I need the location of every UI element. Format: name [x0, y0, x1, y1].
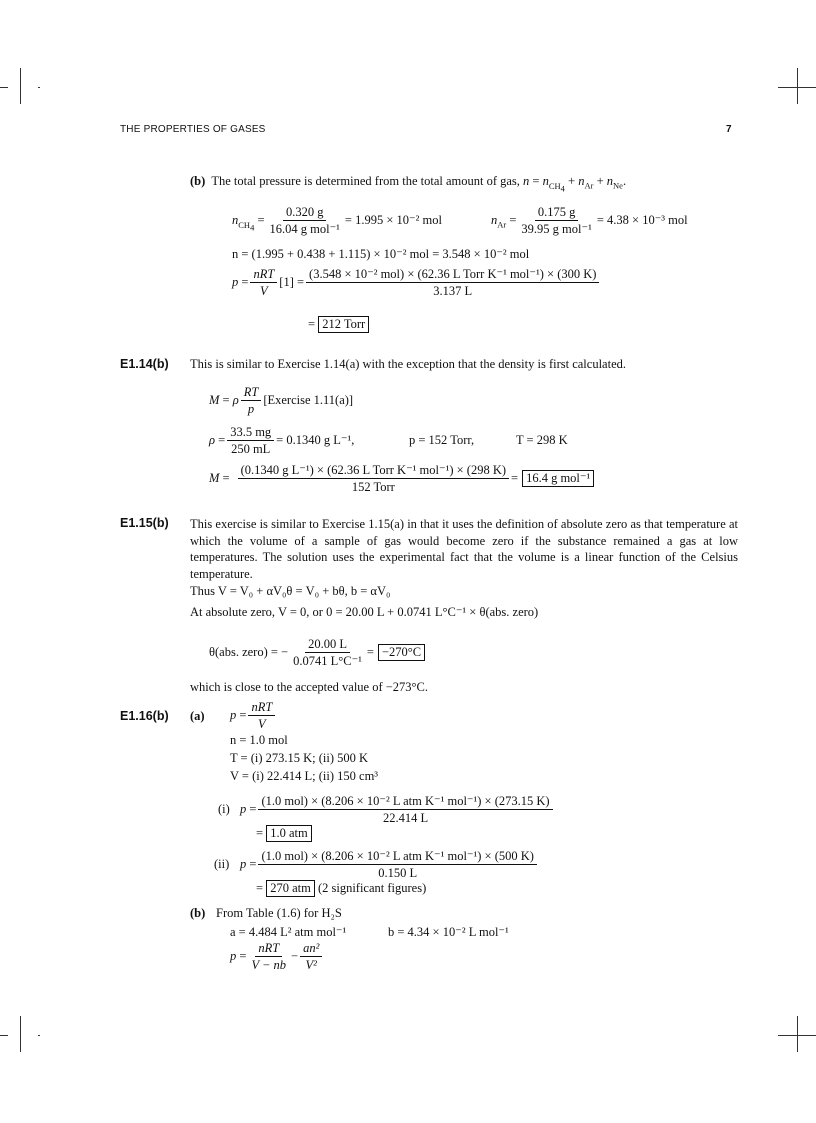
equation-theta: θ(abs. zero) = − $\frac{20.00 L}{\text{0.0741 L°C⁻¹}}$ = −270°C — [209, 637, 425, 668]
equation-n-ch4: $n_{CH_4}$ = $\frac{0.320 g}{\text{16.04 g mol⁻¹}}$ = 1.995 × 10⁻² mol — [232, 205, 442, 236]
equation-absolute-zero: At absolute zero, V = 0, or 0 = 20.00 L + 0.0741 L°C⁻¹ × θ(abs. zero) — [190, 605, 539, 619]
equation-pressure: p = $\frac{\text{nRT}}{V}$ [1] = $\frac{\text{(3.548 × 10⁻² mol) × (62.36 L Torr K⁻¹ mol⁻¹) × (300 K)}}{3.137 L}$ — [232, 267, 601, 298]
case-i-result: = 1.0 atm — [256, 825, 312, 842]
exercise-text: This is similar to Exercise 1.14(a) with the exception that the density is first calculated. — [190, 357, 626, 371]
equation-linear-volume: Thus V = V₀ + αV₀θ = V₀ + bθ, b = αV₀ — [190, 584, 391, 598]
table-reference: From Table (1.6) for H₂S — [216, 906, 342, 920]
equation-n-ar: $n_{Ar}$ = $\frac{0.175 g}{\text{39.95 g mol⁻¹}}$ = 4.38 × 10⁻³ mol — [491, 205, 688, 236]
crop-mark — [20, 68, 21, 104]
given-temperature: T = 298 K — [516, 433, 568, 447]
equation-case-ii: p = $\frac{\text{(1.0 mol) × (8.206 × 10⁻² L atm K⁻¹ mol⁻¹) × (500 K)}}{0.150 L}$ — [240, 849, 539, 880]
crop-mark — [20, 1016, 21, 1052]
equation-molar-mass: M = $\frac{\text{(0.1340 g L⁻¹) × (62.36 L Torr K⁻¹ mol⁻¹) × (298 K)}}{\text{152 Torr}}$ = 16.4 g mol⁻¹ — [209, 463, 594, 494]
case-ii-label: (ii) — [214, 857, 230, 871]
closing-remark: which is close to the accepted value of −273°C. — [190, 680, 429, 694]
case-i-label: (i) — [218, 802, 230, 816]
part-b-intro: (b) The total pressure is determined from the total amount of gas, $n = n_{CH_4} + n_{Ar} + n_{Ne}$. — [190, 174, 627, 194]
running-header: THE PROPERTIES OF GASES — [120, 124, 266, 135]
equation-density: ρ = $\frac{33.5 mg}{250 mL}$ = 0.1340 g L⁻¹, — [209, 425, 355, 456]
page-number: 7 — [726, 124, 732, 135]
given-temperatures: T = (i) 273.15 K; (ii) 500 K — [230, 751, 369, 765]
given-pressure: p = 152 Torr, — [409, 433, 475, 447]
exercise-label: E1.16(b) — [120, 709, 169, 723]
equation-van-der-waals: p = $\frac{\text{nRT}}{V - nb}$ − $\frac{\text{an²}}{\text{V²}}$ — [230, 941, 324, 972]
crop-mark — [38, 1035, 40, 1036]
crop-mark — [0, 1035, 8, 1036]
equation-molar-mass-def: M = ρ $\frac{RT}{p}$ [Exercise 1.11(a)] — [209, 385, 354, 416]
given-volumes: V = (i) 22.414 L; (ii) 150 cm³ — [230, 769, 379, 783]
part-a-label: (a) — [190, 709, 205, 723]
part-b-label: (b) — [190, 906, 206, 920]
crop-mark — [797, 68, 798, 104]
crop-mark — [778, 1035, 816, 1036]
case-ii-result: = 270 atm (2 significant figures) — [256, 881, 427, 895]
crop-mark — [797, 1016, 798, 1052]
vdw-a: a = 4.484 L² atm mol⁻¹ — [230, 925, 347, 939]
crop-mark — [0, 87, 8, 88]
equation-case-i: p = $\frac{\text{(1.0 mol) × (8.206 × 10⁻² L atm K⁻¹ mol⁻¹) × (273.15 K)}}{22.414 L}$ — [240, 794, 555, 825]
vdw-b: b = 4.34 × 10⁻² L mol⁻¹ — [388, 925, 509, 939]
equation-ideal-gas: p = $\frac{\text{nRT}}{V}$ — [230, 700, 277, 731]
crop-mark — [38, 87, 40, 88]
equation-n-total: n = (1.995 + 0.438 + 1.115) × 10⁻² mol = 3.548 × 10⁻² mol — [232, 247, 530, 261]
exercise-label: E1.15(b) — [120, 516, 169, 530]
given-amount: n = 1.0 mol — [230, 733, 288, 747]
pressure-result: = 212 Torr — [308, 316, 369, 333]
exercise-text: This exercise is similar to Exercise 1.15(a) in that it uses the definition of absolute zero as that temperature at which the volume of a sample of gas would become zero if the substance remained a gas at low temperatures. The solution uses the experimental fact that the volume is a linear function of the Celsius temperature. — [190, 517, 738, 581]
exercise-label: E1.14(b) — [120, 357, 169, 371]
crop-mark — [778, 87, 816, 88]
